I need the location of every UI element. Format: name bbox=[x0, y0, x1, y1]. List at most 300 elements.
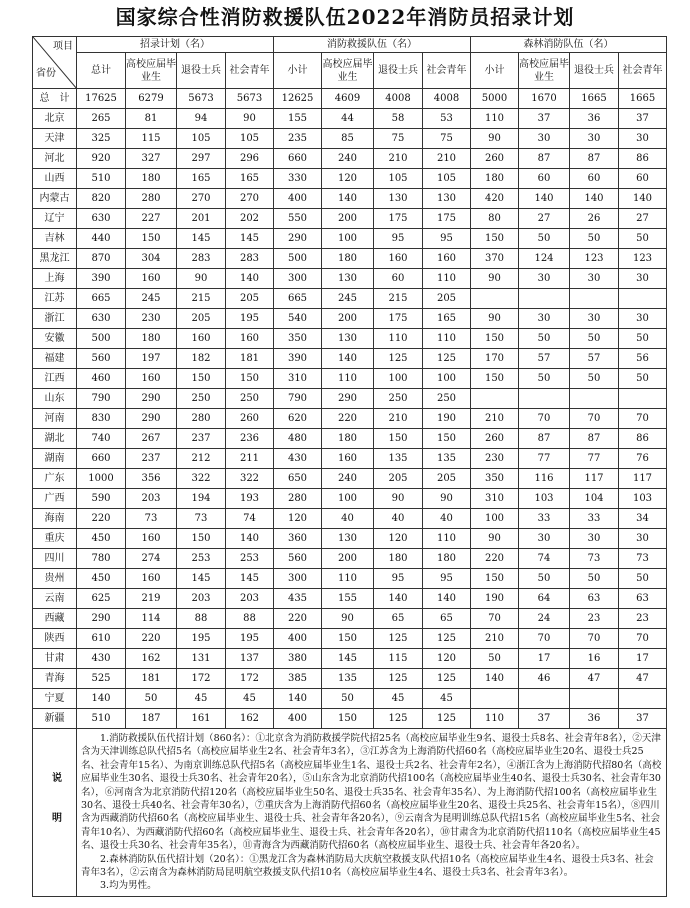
province-cell: 河南 bbox=[33, 409, 77, 429]
value-cell: 100 bbox=[471, 509, 519, 529]
value-cell: 4609 bbox=[322, 89, 374, 109]
value-cell: 161 bbox=[177, 709, 226, 729]
value-cell bbox=[471, 689, 519, 709]
value-cell: 30 bbox=[519, 129, 570, 149]
value-cell: 665 bbox=[77, 289, 126, 309]
value-cell: 50 bbox=[519, 569, 570, 589]
value-cell: 58 bbox=[374, 109, 423, 129]
value-cell: 70 bbox=[570, 629, 619, 649]
value-cell: 125 bbox=[423, 349, 471, 369]
value-cell: 87 bbox=[519, 149, 570, 169]
value-cell: 73 bbox=[177, 509, 226, 529]
value-cell: 60 bbox=[374, 269, 423, 289]
value-cell: 220 bbox=[471, 549, 519, 569]
value-cell: 70 bbox=[570, 409, 619, 429]
value-cell: 95 bbox=[374, 569, 423, 589]
value-cell: 130 bbox=[374, 189, 423, 209]
value-cell: 53 bbox=[423, 109, 471, 129]
col-header-youth: 社会青年 bbox=[619, 53, 667, 89]
value-cell: 280 bbox=[274, 489, 322, 509]
corner-label-item: 项目 bbox=[53, 41, 73, 52]
value-cell: 80 bbox=[471, 209, 519, 229]
value-cell: 95 bbox=[374, 229, 423, 249]
note-paragraph: 2.森林消防队伍代招计划（20名）：①黑龙江含为森林消防局大庆航空救援支队代招10名（高校应届毕业生4名、退役士兵3名、社会青年3名），②云南含为森林消防局昆明航空救援支队代招10名（高校应届毕业生4名、退役士兵3名、社会青年3名）。 bbox=[81, 853, 654, 879]
value-cell: 175 bbox=[374, 209, 423, 229]
province-cell: 陕西 bbox=[33, 629, 77, 649]
value-cell: 30 bbox=[519, 309, 570, 329]
value-cell bbox=[519, 289, 570, 309]
value-cell: 274 bbox=[126, 549, 177, 569]
value-cell: 37 bbox=[619, 109, 667, 129]
province-cell: 宁夏 bbox=[33, 689, 77, 709]
province-cell: 重庆 bbox=[33, 529, 77, 549]
value-cell: 37 bbox=[519, 709, 570, 729]
value-cell: 253 bbox=[226, 549, 274, 569]
value-cell: 237 bbox=[177, 429, 226, 449]
value-cell: 36 bbox=[570, 709, 619, 729]
value-cell: 117 bbox=[619, 469, 667, 489]
value-cell: 210 bbox=[423, 149, 471, 169]
value-cell: 310 bbox=[471, 489, 519, 509]
value-cell: 140 bbox=[322, 349, 374, 369]
value-cell: 135 bbox=[423, 449, 471, 469]
value-cell: 125 bbox=[374, 669, 423, 689]
value-cell: 50 bbox=[322, 689, 374, 709]
value-cell: 110 bbox=[471, 709, 519, 729]
value-cell: 250 bbox=[423, 389, 471, 409]
table-row bbox=[33, 609, 667, 629]
notes-cell bbox=[77, 729, 667, 897]
value-cell: 100 bbox=[423, 369, 471, 389]
value-cell: 17 bbox=[619, 649, 667, 669]
recruitment-table bbox=[32, 36, 667, 897]
value-cell bbox=[570, 389, 619, 409]
value-cell: 205 bbox=[423, 289, 471, 309]
value-cell: 220 bbox=[322, 409, 374, 429]
value-cell: 30 bbox=[619, 129, 667, 149]
corner-header-cell bbox=[33, 37, 77, 89]
table-row bbox=[33, 209, 667, 229]
province-cell: 云南 bbox=[33, 589, 77, 609]
value-cell: 290 bbox=[322, 389, 374, 409]
value-cell: 160 bbox=[177, 329, 226, 349]
group-header-plan: 招录计划（名） bbox=[77, 37, 274, 53]
value-cell bbox=[570, 289, 619, 309]
value-cell: 70 bbox=[471, 609, 519, 629]
value-cell: 105 bbox=[177, 129, 226, 149]
province-cell: 河北 bbox=[33, 149, 77, 169]
value-cell: 90 bbox=[471, 129, 519, 149]
value-cell: 195 bbox=[177, 629, 226, 649]
value-cell bbox=[570, 689, 619, 709]
value-cell: 162 bbox=[226, 709, 274, 729]
value-cell: 140 bbox=[374, 589, 423, 609]
value-cell: 4008 bbox=[374, 89, 423, 109]
value-cell: 6279 bbox=[126, 89, 177, 109]
value-cell: 283 bbox=[226, 249, 274, 269]
value-cell: 60 bbox=[519, 169, 570, 189]
value-cell: 115 bbox=[126, 129, 177, 149]
col-header-youth: 社会青年 bbox=[423, 53, 471, 89]
value-cell: 205 bbox=[423, 469, 471, 489]
value-cell: 170 bbox=[471, 349, 519, 369]
value-cell: 193 bbox=[226, 489, 274, 509]
province-cell: 贵州 bbox=[33, 569, 77, 589]
province-cell: 湖北 bbox=[33, 429, 77, 449]
value-cell: 116 bbox=[519, 469, 570, 489]
value-cell: 90 bbox=[471, 529, 519, 549]
province-cell: 山东 bbox=[33, 389, 77, 409]
value-cell: 45 bbox=[374, 689, 423, 709]
value-cell: 270 bbox=[177, 189, 226, 209]
value-cell: 1665 bbox=[619, 89, 667, 109]
value-cell: 400 bbox=[274, 189, 322, 209]
value-cell: 435 bbox=[274, 589, 322, 609]
value-cell: 480 bbox=[274, 429, 322, 449]
value-cell: 86 bbox=[619, 429, 667, 449]
value-cell: 560 bbox=[77, 349, 126, 369]
value-cell: 85 bbox=[322, 129, 374, 149]
value-cell: 211 bbox=[226, 449, 274, 469]
value-cell: 430 bbox=[274, 449, 322, 469]
value-cell: 30 bbox=[570, 309, 619, 329]
value-cell: 125 bbox=[374, 349, 423, 369]
value-cell: 30 bbox=[619, 269, 667, 289]
value-cell: 100 bbox=[322, 489, 374, 509]
value-cell: 240 bbox=[322, 149, 374, 169]
province-cell: 江苏 bbox=[33, 289, 77, 309]
province-cell: 四川 bbox=[33, 549, 77, 569]
value-cell: 150 bbox=[322, 629, 374, 649]
value-cell: 160 bbox=[126, 269, 177, 289]
value-cell: 200 bbox=[322, 309, 374, 329]
value-cell: 180 bbox=[423, 549, 471, 569]
table-row bbox=[33, 509, 667, 529]
col-header-vet: 退役士兵 bbox=[570, 53, 619, 89]
value-cell: 150 bbox=[471, 229, 519, 249]
table-row bbox=[33, 349, 667, 369]
value-cell: 125 bbox=[423, 669, 471, 689]
value-cell: 76 bbox=[619, 449, 667, 469]
value-cell: 160 bbox=[126, 369, 177, 389]
value-cell: 95 bbox=[423, 229, 471, 249]
value-cell: 130 bbox=[322, 529, 374, 549]
value-cell bbox=[619, 289, 667, 309]
value-cell: 125 bbox=[374, 709, 423, 729]
value-cell: 34 bbox=[619, 509, 667, 529]
value-cell: 230 bbox=[126, 309, 177, 329]
value-cell: 105 bbox=[374, 169, 423, 189]
table-row bbox=[33, 549, 667, 569]
province-cell: 江西 bbox=[33, 369, 77, 389]
province-cell: 浙江 bbox=[33, 309, 77, 329]
value-cell bbox=[471, 289, 519, 309]
value-cell: 150 bbox=[177, 529, 226, 549]
value-cell: 325 bbox=[77, 129, 126, 149]
value-cell: 560 bbox=[274, 549, 322, 569]
col-header-subtotal: 小计 bbox=[274, 53, 322, 89]
value-cell: 130 bbox=[322, 329, 374, 349]
value-cell: 140 bbox=[570, 189, 619, 209]
value-cell: 780 bbox=[77, 549, 126, 569]
province-cell: 安徽 bbox=[33, 329, 77, 349]
value-cell: 140 bbox=[77, 689, 126, 709]
value-cell: 114 bbox=[126, 609, 177, 629]
page-title: 国家综合性消防救援队伍2022年消防员招录计划 bbox=[115, 5, 575, 29]
value-cell: 50 bbox=[619, 229, 667, 249]
value-cell: 220 bbox=[126, 629, 177, 649]
value-cell: 4008 bbox=[423, 89, 471, 109]
value-cell: 5673 bbox=[226, 89, 274, 109]
value-cell: 50 bbox=[471, 649, 519, 669]
value-cell: 203 bbox=[177, 589, 226, 609]
value-cell: 87 bbox=[519, 429, 570, 449]
value-cell: 33 bbox=[570, 509, 619, 529]
value-cell: 160 bbox=[423, 249, 471, 269]
table-row bbox=[33, 149, 667, 169]
value-cell: 210 bbox=[374, 409, 423, 429]
value-cell: 81 bbox=[126, 109, 177, 129]
value-cell: 50 bbox=[619, 369, 667, 389]
table-row bbox=[33, 469, 667, 489]
province-cell: 广东 bbox=[33, 469, 77, 489]
value-cell: 115 bbox=[374, 649, 423, 669]
value-cell: 190 bbox=[423, 409, 471, 429]
table-row bbox=[33, 329, 667, 349]
value-cell: 205 bbox=[374, 469, 423, 489]
table-row bbox=[33, 289, 667, 309]
value-cell: 322 bbox=[226, 469, 274, 489]
note-paragraph: 3.均为男性。 bbox=[100, 880, 157, 892]
value-cell: 525 bbox=[77, 669, 126, 689]
value-cell: 172 bbox=[177, 669, 226, 689]
value-cell: 180 bbox=[126, 329, 177, 349]
value-cell: 250 bbox=[374, 389, 423, 409]
corner-label-province: 省份 bbox=[36, 68, 56, 79]
value-cell: 140 bbox=[274, 689, 322, 709]
value-cell: 150 bbox=[423, 429, 471, 449]
value-cell: 260 bbox=[226, 409, 274, 429]
notes-row bbox=[33, 729, 667, 897]
value-cell: 75 bbox=[374, 129, 423, 149]
value-cell: 130 bbox=[322, 269, 374, 289]
value-cell: 140 bbox=[619, 189, 667, 209]
table-row bbox=[33, 489, 667, 509]
value-cell: 150 bbox=[471, 569, 519, 589]
value-cell: 510 bbox=[77, 709, 126, 729]
value-cell: 30 bbox=[570, 129, 619, 149]
table-row bbox=[33, 449, 667, 469]
value-cell: 296 bbox=[226, 149, 274, 169]
value-cell: 50 bbox=[126, 689, 177, 709]
value-cell: 327 bbox=[126, 149, 177, 169]
value-cell: 105 bbox=[226, 129, 274, 149]
value-cell: 50 bbox=[619, 329, 667, 349]
value-cell: 24 bbox=[519, 609, 570, 629]
value-cell: 73 bbox=[570, 549, 619, 569]
value-cell: 370 bbox=[471, 249, 519, 269]
value-cell: 90 bbox=[177, 269, 226, 289]
value-cell: 70 bbox=[619, 629, 667, 649]
value-cell: 110 bbox=[374, 329, 423, 349]
col-header-vet: 退役士兵 bbox=[177, 53, 226, 89]
value-cell: 45 bbox=[423, 689, 471, 709]
table-row bbox=[33, 309, 667, 329]
value-cell: 205 bbox=[177, 309, 226, 329]
value-cell: 356 bbox=[126, 469, 177, 489]
value-cell: 820 bbox=[77, 189, 126, 209]
value-cell: 40 bbox=[322, 509, 374, 529]
value-cell: 75 bbox=[423, 129, 471, 149]
value-cell: 160 bbox=[374, 249, 423, 269]
province-cell: 青海 bbox=[33, 669, 77, 689]
value-cell: 215 bbox=[374, 289, 423, 309]
table-row bbox=[33, 709, 667, 729]
value-cell: 630 bbox=[77, 309, 126, 329]
value-cell: 240 bbox=[322, 469, 374, 489]
value-cell: 230 bbox=[471, 449, 519, 469]
value-cell: 110 bbox=[471, 109, 519, 129]
value-cell: 203 bbox=[226, 589, 274, 609]
province-cell: 辽宁 bbox=[33, 209, 77, 229]
value-cell: 280 bbox=[177, 409, 226, 429]
value-cell: 87 bbox=[570, 149, 619, 169]
value-cell: 150 bbox=[126, 229, 177, 249]
value-cell: 94 bbox=[177, 109, 226, 129]
value-cell: 70 bbox=[519, 629, 570, 649]
table-row bbox=[33, 129, 667, 149]
table-row bbox=[33, 269, 667, 289]
value-cell: 625 bbox=[77, 589, 126, 609]
note-paragraph: 1.消防救援队伍代招计划（860名）：①北京含为消防救援学院代招25名（高校应届毕业生9名、退役士兵8名、社会青年8名），②天津含为天津训练总队代招5名（高校应届毕业生2名、社会青年3名），③江苏含为上海消防代招60名（高校应届毕业生20名、退役士兵25名、社会青年15名）、为南京训练总队代招5名（高校应届毕业生1名、退役士兵2名、社会青年2名），④浙江含为上海消防代招80名（高校应届毕业生30名、退役士兵30名、社会青年20名），⑤山东含为北京消防代招100名（高校应届毕业生40名、退役士兵30名、社会青年30名），⑥河南含为北京消防代招120名（高校应届毕业生50名、退役士兵35名、社会青年35名）、为上海消防代招100名（高校应届毕业生30名、退役士兵40名、社会青年30名），⑦重庆含为上海消防代招60名（高校应届毕业生20名、退役士兵25名、社会青年15名），⑧四川含为西藏消防代招60名（高校应届毕业生、退役士兵、社会青年各20名），⑨云南含为昆明训练总队代招15名（高校应届毕业生5名、社会青年10名）、为西藏消防代招60名（高校应届毕业生、退役士兵、社会青年各20名），⑩甘肃含为北京消防代招110名（高校应届毕业生45名、退役士兵30名、社会青年35名），⑪青海含为西藏消防代招60名（高校应届毕业生、退役士兵、社会青年各20名）。 bbox=[81, 733, 662, 852]
table-row bbox=[33, 229, 667, 249]
value-cell: 125 bbox=[374, 629, 423, 649]
value-cell: 220 bbox=[77, 509, 126, 529]
value-cell: 350 bbox=[274, 329, 322, 349]
value-cell: 140 bbox=[471, 669, 519, 689]
value-cell bbox=[471, 389, 519, 409]
value-cell: 130 bbox=[423, 189, 471, 209]
total-row bbox=[33, 89, 667, 109]
value-cell: 60 bbox=[619, 169, 667, 189]
value-cell: 117 bbox=[570, 469, 619, 489]
value-cell: 47 bbox=[619, 669, 667, 689]
value-cell: 110 bbox=[322, 369, 374, 389]
value-cell: 500 bbox=[77, 329, 126, 349]
value-cell: 290 bbox=[77, 609, 126, 629]
value-cell: 194 bbox=[177, 489, 226, 509]
province-cell: 广西 bbox=[33, 489, 77, 509]
value-cell: 175 bbox=[423, 209, 471, 229]
value-cell: 37 bbox=[519, 109, 570, 129]
value-cell: 104 bbox=[570, 489, 619, 509]
table-row bbox=[33, 649, 667, 669]
value-cell: 790 bbox=[274, 389, 322, 409]
value-cell: 30 bbox=[519, 529, 570, 549]
value-cell: 46 bbox=[519, 669, 570, 689]
province-cell: 吉林 bbox=[33, 229, 77, 249]
value-cell: 660 bbox=[77, 449, 126, 469]
value-cell: 297 bbox=[177, 149, 226, 169]
value-cell: 195 bbox=[226, 629, 274, 649]
value-cell: 50 bbox=[619, 569, 667, 589]
value-cell: 665 bbox=[274, 289, 322, 309]
value-cell: 182 bbox=[177, 349, 226, 369]
value-cell: 150 bbox=[374, 429, 423, 449]
value-cell: 73 bbox=[619, 549, 667, 569]
table-row bbox=[33, 669, 667, 689]
value-cell: 540 bbox=[274, 309, 322, 329]
province-cell: 西藏 bbox=[33, 609, 77, 629]
value-cell: 195 bbox=[226, 309, 274, 329]
value-cell: 150 bbox=[177, 369, 226, 389]
value-cell: 110 bbox=[423, 269, 471, 289]
value-cell: 430 bbox=[77, 649, 126, 669]
value-cell bbox=[619, 689, 667, 709]
value-cell: 45 bbox=[226, 689, 274, 709]
value-cell: 37 bbox=[619, 709, 667, 729]
value-cell: 400 bbox=[274, 629, 322, 649]
value-cell: 135 bbox=[322, 669, 374, 689]
value-cell: 180 bbox=[374, 549, 423, 569]
col-header-youth: 社会青年 bbox=[226, 53, 274, 89]
value-cell: 95 bbox=[423, 569, 471, 589]
value-cell: 30 bbox=[619, 309, 667, 329]
value-cell: 63 bbox=[619, 589, 667, 609]
value-cell: 740 bbox=[77, 429, 126, 449]
value-cell: 200 bbox=[322, 209, 374, 229]
value-cell: 110 bbox=[322, 569, 374, 589]
table-row bbox=[33, 109, 667, 129]
value-cell: 203 bbox=[126, 489, 177, 509]
province-cell: 北京 bbox=[33, 109, 77, 129]
value-cell: 30 bbox=[619, 529, 667, 549]
value-cell: 260 bbox=[471, 429, 519, 449]
value-cell: 219 bbox=[126, 589, 177, 609]
value-cell: 88 bbox=[226, 609, 274, 629]
value-cell: 145 bbox=[226, 229, 274, 249]
value-cell: 120 bbox=[274, 509, 322, 529]
value-cell: 150 bbox=[471, 369, 519, 389]
value-cell: 235 bbox=[274, 129, 322, 149]
value-cell: 140 bbox=[519, 189, 570, 209]
value-cell: 50 bbox=[570, 569, 619, 589]
value-cell: 23 bbox=[570, 609, 619, 629]
value-cell: 550 bbox=[274, 209, 322, 229]
value-cell: 120 bbox=[423, 649, 471, 669]
table-row bbox=[33, 409, 667, 429]
value-cell: 290 bbox=[126, 389, 177, 409]
value-cell: 920 bbox=[77, 149, 126, 169]
value-cell: 236 bbox=[226, 429, 274, 449]
value-cell: 205 bbox=[226, 289, 274, 309]
value-cell: 70 bbox=[619, 409, 667, 429]
value-cell: 26 bbox=[570, 209, 619, 229]
value-cell: 150 bbox=[226, 369, 274, 389]
value-cell: 90 bbox=[374, 489, 423, 509]
value-cell: 460 bbox=[77, 369, 126, 389]
value-cell: 212 bbox=[177, 449, 226, 469]
value-cell: 125 bbox=[423, 629, 471, 649]
value-cell: 1665 bbox=[570, 89, 619, 109]
value-cell: 50 bbox=[570, 369, 619, 389]
province-cell: 福建 bbox=[33, 349, 77, 369]
value-cell: 125 bbox=[423, 709, 471, 729]
value-cell: 181 bbox=[126, 669, 177, 689]
value-cell: 245 bbox=[322, 289, 374, 309]
province-cell: 总 计 bbox=[33, 89, 77, 109]
value-cell: 12625 bbox=[274, 89, 322, 109]
